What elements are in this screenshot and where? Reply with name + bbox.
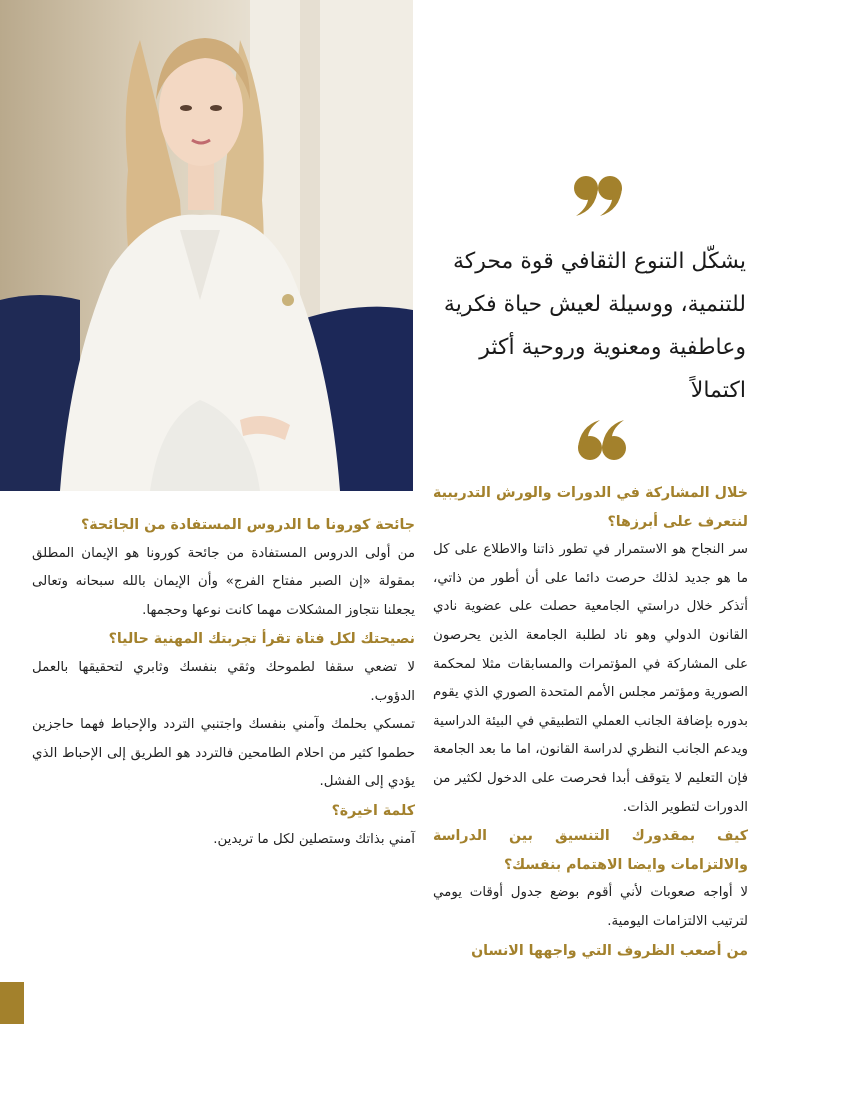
- portrait-illustration: [0, 0, 413, 491]
- question-heading: من أصعب الظروف التي واجهها الانسان: [471, 942, 748, 959]
- pull-quote-text: يشكّل التنوع الثقافي قوة محركة للتنمية، ووسيلة لعيش حياة فكرية وعاطفية ومعنوية وروحية أكثر اكتمالاً: [443, 249, 746, 403]
- article-column-left: [32, 511, 415, 854]
- pull-quote: [420, 170, 750, 470]
- question-heading: كيف بمقدورك التنسيق بين الدراسة والالتزامات وايضا الاهتمام بنفسك؟: [433, 828, 748, 873]
- answer-paragraph: تمسكي بحلمك وآمني بنفسك واجتنبي التردد والإحباط فهما حاجزين حطموا كثير من احلام الطامحين فالتردد هو الطريق إلى الإحباط الذي يؤدي إلى الفشل.: [32, 717, 415, 790]
- question-heading: خلال المشاركة في الدورات والورش التدريبية لنتعرف على أبرزها؟: [433, 485, 748, 530]
- portrait-photo: [0, 0, 413, 491]
- answer-paragraph: سر النجاح هو الاستمرار في تطور ذاتنا والاطلاع على كل ما هو جديد لذلك حرصت دائما على أن أطور من ذاتي، أتذكر خلال دراستي الجامعية حصلت على عضوية نادي القانون الدولي وهو ناد لطلبة الجامعة الذين يحرصون على المشاركة في المؤتمرات والمسابقات مثلا لمحكمة الصورية ومؤتمر مجلس الأمم المتحدة الصوري الذي يقوم بدوره بإضافة الجانب العملي التطبيقي في البيئة الدراسية ويدعم الجانب النظري لدراسة القانون، اما ما بعد الجامعة فإن التعليم لا يتوقف أبدا فحرصت على الدخول لكثير من الدورات لتطوير الذات.: [433, 542, 748, 815]
- question-heading: جائحة كورونا ما الدروس المستفادة من الجائحة؟: [81, 517, 415, 533]
- page-edge-tab: [0, 982, 24, 1024]
- answer-paragraph: آمني بذاتك وستصلين لكل ما تريدين.: [213, 831, 415, 847]
- article-column-right: [433, 479, 748, 965]
- quote-close-icon: [570, 416, 630, 466]
- quote-open-icon: [570, 170, 630, 220]
- question-heading: نصيحتك لكل فتاة تقرأ تجربتك المهنية حاليا؟: [108, 631, 415, 648]
- question-heading: كلمة اخيرة؟: [331, 802, 415, 819]
- answer-paragraph: لا أواجه صعوبات لأني أقوم بوضع جدول أوقات يومي لترتيب الالتزامات اليومية.: [433, 885, 748, 929]
- answer-paragraph: لا تضعي سقفا لطموحك وثقي بنفسك وثابري لتحقيقها بالعمل الدؤوب.: [32, 659, 415, 704]
- answer-paragraph: من أولى الدروس المستفادة من جائحة كورونا هو الإيمان المطلق بمقولة «إن الصبر مفتاح الفرج» وأن الإيمان بالله سبحانه وتعالى يجعلنا نتجاوز المشكلات مهما كانت نوعها وحجمها.: [32, 545, 415, 618]
